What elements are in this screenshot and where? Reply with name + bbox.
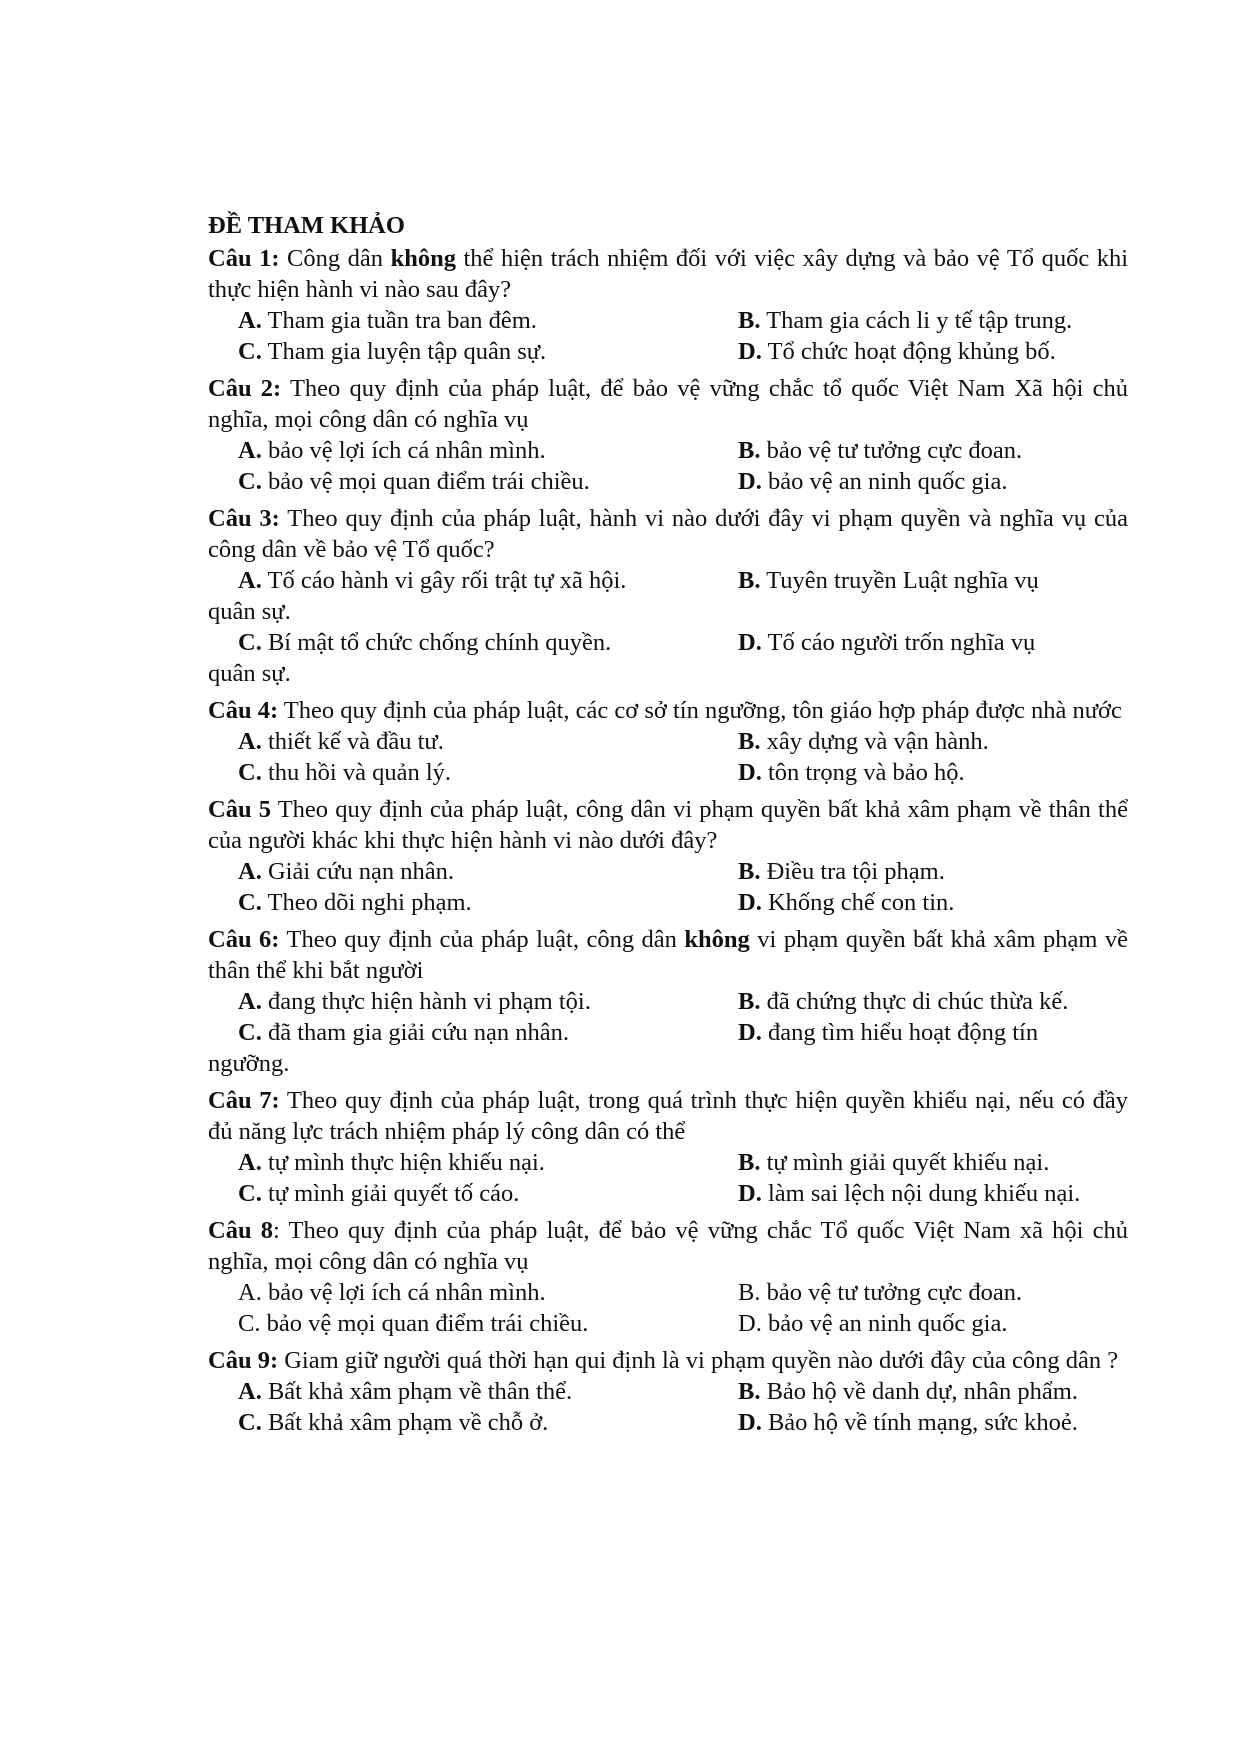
question-text: Giam giữ người quá thời hạn qui định là vi phạm quyền nào dưới đây của công dân ?: [284, 1347, 1119, 1374]
question-text: Theo quy định của pháp luật, các cơ sở tín ngưỡng, tôn giáo hợp pháp được nhà nước: [283, 697, 1122, 724]
option-letter: D.: [738, 1310, 762, 1337]
option-letter: B.: [738, 1149, 761, 1176]
question-number: Câu 7:: [208, 1087, 280, 1114]
option-d[interactable]: [738, 1017, 1128, 1048]
option-letter: B.: [738, 307, 761, 334]
option-text: đang tìm hiểu hoạt động tín: [767, 1019, 1039, 1046]
question-6: [208, 924, 1128, 1079]
option-text: Bảo hộ về danh dự, nhân phẩm.: [766, 1378, 1078, 1405]
option-text: tự mình giải quyết khiếu nại.: [766, 1149, 1050, 1176]
question-text: Theo quy định của pháp luật, công dân: [286, 926, 677, 953]
option-text: Tham gia cách li y tế tập trung.: [766, 307, 1073, 334]
question-7: [208, 1085, 1128, 1209]
option-text: thu hồi và quản lý.: [267, 759, 451, 786]
option-letter: B.: [738, 1279, 761, 1306]
option-text: Điều tra tội phạm.: [766, 858, 945, 885]
question-stem: [208, 1345, 1128, 1376]
option-text: đang thực hiện hành vi phạm tội.: [267, 988, 591, 1015]
exam-page: [208, 210, 1128, 1438]
option-letter: D.: [738, 1019, 762, 1046]
options: [208, 1376, 1128, 1438]
option-b[interactable]: [738, 1147, 1128, 1178]
option-letter: C.: [238, 1310, 261, 1337]
option-a[interactable]: [208, 726, 738, 757]
question-keyword: không: [684, 926, 750, 953]
option-letter: D.: [738, 338, 762, 365]
options: [208, 305, 1128, 367]
option-text: bảo vệ lợi ích cá nhân mình.: [267, 437, 546, 464]
question-stem: [208, 794, 1128, 856]
question-text: Theo quy định của pháp luật, để bảo vệ vững chắc tổ quốc Việt Nam Xã hội chủ nghĩa, mọi công dân có nghĩa vụ: [208, 375, 1128, 433]
option-text: Bất khả xâm phạm về thân thể.: [267, 1378, 573, 1405]
question-stem: [208, 1215, 1128, 1277]
option-b[interactable]: [738, 856, 1128, 887]
option-text: Theo dõi nghi phạm.: [267, 889, 472, 916]
option-b[interactable]: [738, 1277, 1128, 1308]
option-text: tự mình giải quyết tố cáo.: [267, 1180, 520, 1207]
question-text: thể hiện trách nhiệm đối với việc xây dựng và bảo vệ Tổ quốc khi thực hiện hành vi nào sau đây?: [208, 245, 1129, 303]
option-text: xây dựng và vận hành.: [766, 728, 989, 755]
option-c[interactable]: [208, 757, 738, 788]
option-a[interactable]: [208, 565, 738, 596]
option-text: Bất khả xâm phạm về chỗ ở.: [267, 1409, 549, 1436]
option-c[interactable]: [208, 1017, 738, 1048]
option-letter: C.: [238, 629, 262, 656]
option-b-continued: quân sự.: [208, 598, 291, 625]
option-d[interactable]: [738, 627, 1128, 658]
option-letter: B.: [738, 567, 761, 594]
option-letter: C.: [238, 1019, 262, 1046]
question-number: Câu 3:: [208, 505, 280, 532]
option-letter: C.: [238, 1409, 262, 1436]
option-d[interactable]: [738, 466, 1128, 497]
option-text: Bảo hộ về tính mạng, sức khoẻ.: [767, 1409, 1078, 1436]
option-letter: A.: [238, 1149, 262, 1176]
option-letter: D.: [738, 759, 762, 786]
option-c[interactable]: [208, 887, 738, 918]
option-letter: D.: [738, 468, 762, 495]
option-d[interactable]: [738, 1178, 1128, 1209]
question-text: Theo quy định của pháp luật, hành vi nào dưới đây vi phạm quyền và nghĩa vụ của công dân về bảo vệ Tổ quốc?: [208, 505, 1129, 563]
question-stem: [208, 1085, 1128, 1147]
option-text: bảo vệ mọi quan điểm trái chiều.: [267, 468, 590, 495]
option-text: Tố cáo hành vi gây rối trật tự xã hội.: [267, 567, 627, 594]
question-stem: [208, 373, 1128, 435]
options: [208, 1147, 1128, 1209]
question-stem: [208, 503, 1128, 565]
option-d-continued: ngưỡng.: [208, 1050, 290, 1077]
option-b[interactable]: [738, 305, 1128, 336]
option-letter: A.: [238, 988, 262, 1015]
option-text: bảo vệ lợi ích cá nhân mình.: [267, 1279, 546, 1306]
question-number: Câu 2:: [208, 375, 282, 402]
option-letter: A.: [238, 437, 262, 464]
option-letter: C.: [238, 468, 262, 495]
question-4: [208, 695, 1128, 788]
option-a[interactable]: [208, 1277, 738, 1308]
option-text: thiết kế và đầu tư.: [267, 728, 444, 755]
option-c[interactable]: [208, 627, 738, 658]
option-letter: C.: [238, 338, 262, 365]
options: [208, 435, 1128, 497]
option-text: bảo vệ an ninh quốc gia.: [767, 468, 1008, 495]
option-text: tôn trọng và bảo hộ.: [767, 759, 965, 786]
option-text: bảo vệ mọi quan điểm trái chiều.: [266, 1310, 589, 1337]
option-letter: B.: [738, 988, 761, 1015]
option-text: Tố cáo người trốn nghĩa vụ: [767, 629, 1036, 656]
option-d[interactable]: [738, 336, 1128, 367]
option-b[interactable]: [738, 565, 1128, 596]
option-d[interactable]: [738, 887, 1128, 918]
option-letter: B.: [738, 858, 761, 885]
option-text: Giải cứu nạn nhân.: [267, 858, 455, 885]
option-text: Khống chế con tin.: [767, 889, 955, 916]
option-text: bảo vệ an ninh quốc gia.: [767, 1310, 1008, 1337]
options: [208, 986, 1128, 1079]
option-letter: A.: [238, 567, 262, 594]
option-text: tự mình thực hiện khiếu nại.: [267, 1149, 545, 1176]
option-c[interactable]: [208, 466, 738, 497]
option-c[interactable]: [208, 1178, 738, 1209]
options: [208, 856, 1128, 918]
question-9: [208, 1345, 1128, 1438]
question-number: Câu 1:: [208, 245, 280, 272]
option-a[interactable]: [208, 1376, 738, 1407]
option-letter: C.: [238, 889, 262, 916]
option-letter: C.: [238, 1180, 262, 1207]
question-text: : Theo quy định của pháp luật, để bảo vệ vững chắc Tổ quốc Việt Nam xã hội chủ nghĩa, mọi công dân có nghĩa vụ: [208, 1217, 1128, 1275]
question-number: Câu 9:: [208, 1347, 279, 1374]
option-letter: A.: [238, 1279, 262, 1306]
question-text: Công dân: [287, 245, 384, 272]
option-a[interactable]: [208, 435, 738, 466]
option-c[interactable]: [208, 1407, 738, 1438]
question-5: [208, 794, 1128, 918]
option-text: Tham gia tuần tra ban đêm.: [267, 307, 537, 334]
question-number: Câu 4:: [208, 697, 279, 724]
question-number: Câu 8: [208, 1217, 273, 1244]
options: [208, 565, 1128, 689]
option-letter: B.: [738, 728, 761, 755]
option-d[interactable]: [738, 757, 1128, 788]
question-number: Câu 5: [208, 796, 271, 823]
option-text: Tham gia luyện tập quân sự.: [267, 338, 547, 365]
question-stem: [208, 243, 1128, 305]
option-b[interactable]: [738, 986, 1128, 1017]
page-title: ĐỀ THAM KHẢO: [208, 212, 405, 239]
option-c[interactable]: [208, 336, 738, 367]
option-text: đã tham gia giải cứu nạn nhân.: [267, 1019, 570, 1046]
option-letter: D.: [738, 1180, 762, 1207]
question-3: [208, 503, 1128, 689]
option-d-continued: quân sự.: [208, 660, 291, 687]
option-b[interactable]: [738, 1376, 1128, 1407]
option-text: Tuyên truyền Luật nghĩa vụ: [766, 567, 1039, 594]
option-b[interactable]: [738, 726, 1128, 757]
question-stem: [208, 924, 1128, 986]
question-8: [208, 1215, 1128, 1339]
option-text: bảo vệ tư tưởng cực đoan.: [766, 1279, 1023, 1306]
options: [208, 726, 1128, 788]
question-1: [208, 243, 1128, 367]
option-letter: D.: [738, 1409, 762, 1436]
option-letter: A.: [238, 858, 262, 885]
question-text: vi phạm quyền bất khả xâm phạm về thân thể khi bắt người: [208, 926, 1129, 984]
option-text: làm sai lệch nội dung khiếu nại.: [767, 1180, 1081, 1207]
option-letter: A.: [238, 1378, 262, 1405]
option-c[interactable]: [208, 1308, 738, 1339]
option-letter: D.: [738, 889, 762, 916]
options: [208, 1277, 1128, 1339]
option-letter: D.: [738, 629, 762, 656]
option-letter: A.: [238, 307, 262, 334]
question-text: Theo quy định của pháp luật, trong quá trình thực hiện quyền khiếu nại, nếu có đầy đủ năng lực trách nhiệm pháp lý công dân có thể: [208, 1087, 1129, 1145]
option-text: Tổ chức hoạt động khủng bố.: [767, 338, 1056, 365]
option-b[interactable]: [738, 435, 1128, 466]
option-letter: B.: [738, 437, 761, 464]
option-letter: C.: [238, 759, 262, 786]
option-d[interactable]: [738, 1308, 1128, 1339]
option-a[interactable]: [208, 1147, 738, 1178]
option-letter: B.: [738, 1378, 761, 1405]
option-d[interactable]: [738, 1407, 1128, 1438]
question-stem: [208, 695, 1128, 726]
question-keyword: không: [390, 245, 456, 272]
option-a[interactable]: [208, 856, 738, 887]
option-text: đã chứng thực di chúc thừa kế.: [766, 988, 1069, 1015]
question-2: [208, 373, 1128, 497]
option-a[interactable]: [208, 305, 738, 336]
option-text: Bí mật tổ chức chống chính quyền.: [267, 629, 612, 656]
option-text: bảo vệ tư tưởng cực đoan.: [766, 437, 1023, 464]
question-number: Câu 6:: [208, 926, 280, 953]
option-a[interactable]: [208, 986, 738, 1017]
question-text: Theo quy định của pháp luật, công dân vi phạm quyền bất khả xâm phạm về thân thể của người khác khi thực hiện hành vi nào dưới đây?: [208, 796, 1128, 854]
option-letter: A.: [238, 728, 262, 755]
